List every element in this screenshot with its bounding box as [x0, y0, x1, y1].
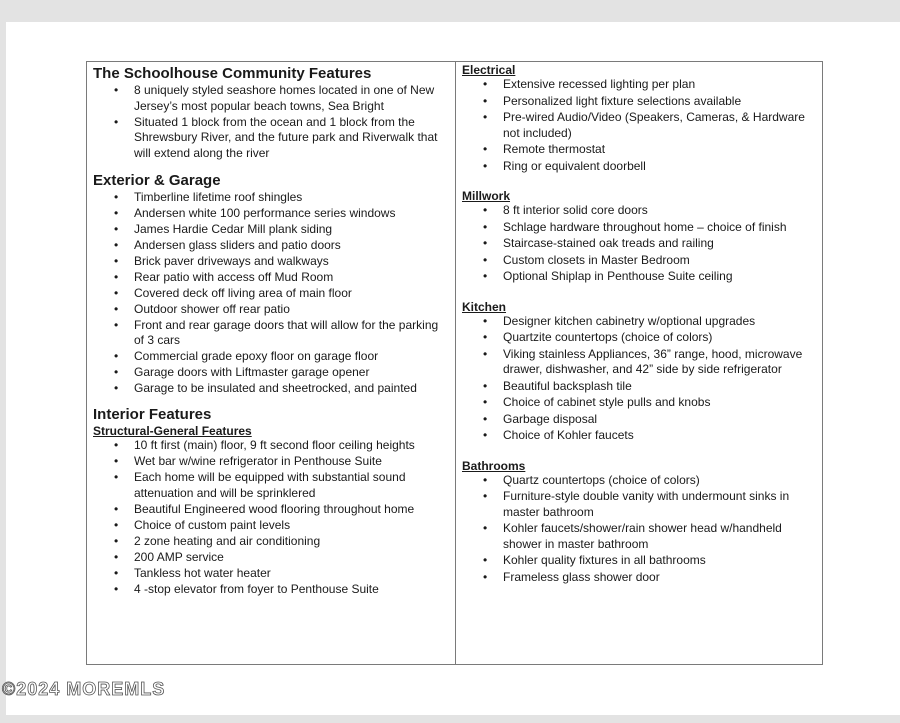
copyright-watermark: ©2024 MOREMLS — [2, 679, 166, 699]
list-item: • Quartz countertops (choice of colors) — [462, 473, 814, 489]
features-table — [86, 61, 823, 665]
list-item: • Ring or equivalent doorbell — [462, 159, 814, 175]
list-item: • Schlage hardware throughout home – choice of finish — [462, 220, 814, 236]
list-item: • Garage doors with Liftmaster garage opener — [93, 365, 447, 381]
list-item: • Beautiful Engineered wood flooring throughout home — [93, 502, 447, 518]
kitchen-heading: Kitchen — [462, 299, 507, 314]
interior-heading: Interior Features — [93, 406, 212, 423]
list-item: • Choice of custom paint levels — [93, 518, 447, 534]
list-item: • 10 ft first (main) floor, 9 ft second floor ceiling heights — [93, 438, 447, 454]
list-item: • Commercial grade epoxy floor on garage floor — [93, 349, 447, 365]
list-item: • Personalized light fixture selections available — [462, 94, 814, 110]
list-item: • Designer kitchen cabinetry w/optional upgrades — [462, 314, 814, 330]
millwork-heading: Millwork — [462, 189, 511, 203]
list-item: • 200 AMP service — [93, 550, 447, 566]
kitchen-list — [462, 314, 814, 444]
list-item: • Andersen white 100 performance series windows — [93, 206, 447, 222]
list-item: • Custom closets in Master Bedroom — [462, 253, 814, 269]
bathrooms-list — [462, 473, 814, 586]
list-item: • Each home will be equipped with substantial sound attenuation and will be sprinklered — [93, 470, 447, 501]
electrical-list — [462, 77, 814, 174]
list-item: • Outdoor shower off rear patio — [93, 302, 447, 318]
list-item: • Kohler quality fixtures in all bathrooms — [462, 553, 814, 569]
exterior-list — [93, 190, 447, 397]
list-item: • Tankless hot water heater — [93, 566, 447, 582]
list-item: • Choice of cabinet style pulls and knobs — [462, 395, 814, 411]
structural-subheading: Structural-General Features — [93, 424, 252, 438]
list-item: • Pre-wired Audio/Video (Speakers, Cameras, & Hardware not included) — [462, 110, 814, 141]
interior-list — [93, 438, 447, 597]
exterior-heading: Exterior & Garage — [93, 171, 221, 189]
list-item: • James Hardie Cedar Mill plank siding — [93, 222, 447, 238]
list-item: • Viking stainless Appliances, 36” range, hood, microwave drawer, dishwasher, and 42” side by side refrigerator — [462, 347, 814, 378]
list-item: • Quartzite countertops (choice of colors) — [462, 330, 814, 346]
right-column — [456, 62, 822, 664]
millwork-list — [462, 203, 814, 285]
community-heading: The Schoolhouse Community Features — [93, 65, 372, 82]
list-item: • Rear patio with access off Mud Room — [93, 270, 447, 286]
list-item: • Optional Shiplap in Penthouse Suite ceiling — [462, 269, 814, 285]
list-item: • Covered deck off living area of main floor — [93, 286, 447, 302]
list-item: • Remote thermostat — [462, 142, 814, 158]
list-item: • Andersen glass sliders and patio doors — [93, 238, 447, 254]
list-item: • Brick paver driveways and walkways — [93, 254, 447, 270]
list-item: • Timberline lifetime roof shingles — [93, 190, 447, 206]
list-item: • Kohler faucets/shower/rain shower head w/handheld shower in master bathroom — [462, 521, 814, 552]
list-item: • Garage to be insulated and sheetrocked, and painted — [93, 381, 447, 397]
bathrooms-heading: Bathrooms — [462, 458, 526, 473]
list-item: • Beautiful backsplash tile — [462, 379, 814, 395]
list-item: • Situated 1 block from the ocean and 1 block from the Shrewsbury River, and the future park and Riverwalk that will extend along the river — [93, 115, 447, 162]
list-item: • Furniture-style double vanity with undermount sinks in master bathroom — [462, 489, 814, 520]
left-column — [87, 62, 456, 664]
electrical-heading: Electrical — [462, 63, 516, 77]
list-item: • Front and rear garage doors that will allow for the parking of 3 cars — [93, 318, 447, 349]
list-item: • 8 ft interior solid core doors — [462, 203, 814, 219]
list-item: • Frameless glass shower door — [462, 570, 814, 586]
list-item: • Extensive recessed lighting per plan — [462, 77, 814, 93]
list-item: • 2 zone heating and air conditioning — [93, 534, 447, 550]
list-item: • Staircase-stained oak treads and railing — [462, 236, 814, 252]
community-list — [93, 83, 447, 161]
list-item: • 8 uniquely styled seashore homes located in one of New Jersey’s most popular beach towns, Sea Bright — [93, 83, 447, 114]
list-item: • 4 -stop elevator from foyer to Penthouse Suite — [93, 582, 447, 598]
list-item: • Choice of Kohler faucets — [462, 428, 814, 444]
list-item: • Wet bar w/wine refrigerator in Penthouse Suite — [93, 454, 447, 470]
list-item: • Garbage disposal — [462, 412, 814, 428]
